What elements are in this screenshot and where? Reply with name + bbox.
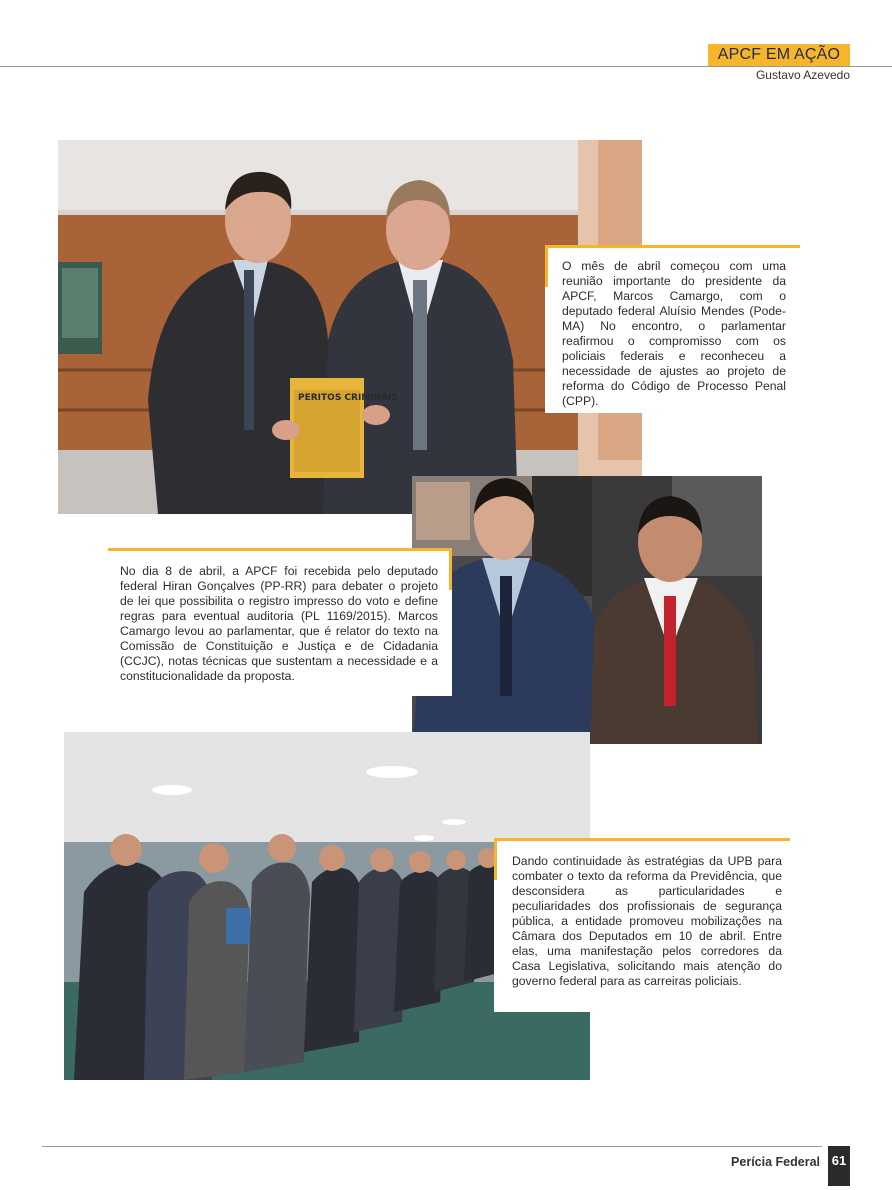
accent-bar [494, 838, 790, 841]
accent-bar [449, 548, 452, 590]
caption-text: O mês de abril começou com uma reunião importante do presidente da APCF, Marcos Camargo, com o deputado federal Aluísio Mendes (Pode-MA) No encontro, o parlamentar reafirmou o compromisso com os policiais federais e reconheceu a necessidade de ajustes ao projeto de reforma do Código de Processo Penal (CPP). [562, 259, 786, 408]
caption-text: No dia 8 de abril, a APCF foi recebida pelo deputado federal Hiran Gonçalves (PP-RR) para debater o projeto de lei que possibilita o registro impresso do voto e define regras para eventual auditoria (PL 1169/2015). Marcos Camargo levou ao parlamentar, que é relator do texto na Comissão de Constituição e Justiça e de Cidadania (CCJC), notas técnicas que sustentam a necessidade e a constitucionalidade da proposta. [120, 564, 438, 683]
magazine-title: Perícia Federal [731, 1155, 820, 1169]
accent-bar [545, 245, 800, 248]
page-number: 61 [828, 1146, 850, 1186]
accent-bar [494, 838, 497, 880]
header-rule [0, 66, 892, 67]
caption-text: Dando continuidade às estratégias da UPB para combater o texto da reforma da Previdência, que desconsidera as particularidades e peculiaridades dos profissionais de segurança pública, a entidade promoveu mobilizações na Câmara dos Deputados em 10 de abril. Entre elas, uma manifestação pelos corredores da Casa Legislativa, solicitando mais atenção do governo federal para as carreiras policiais. [512, 854, 782, 988]
caption-meeting-aluisio-mendes [545, 245, 800, 413]
photo-meeting-hiran-goncalves [412, 476, 762, 744]
accent-bar [108, 548, 452, 551]
caption-meeting-hiran-goncalves [108, 548, 452, 696]
caption-demonstration-camara [494, 838, 790, 1012]
footer-rule [42, 1146, 822, 1147]
author-name: Gustavo Azevedo [755, 68, 850, 82]
book-title: PERITOS CRIMINAIS [298, 393, 398, 403]
accent-bar [545, 245, 548, 287]
section-tag: APCF EM AÇÃO [708, 44, 850, 66]
